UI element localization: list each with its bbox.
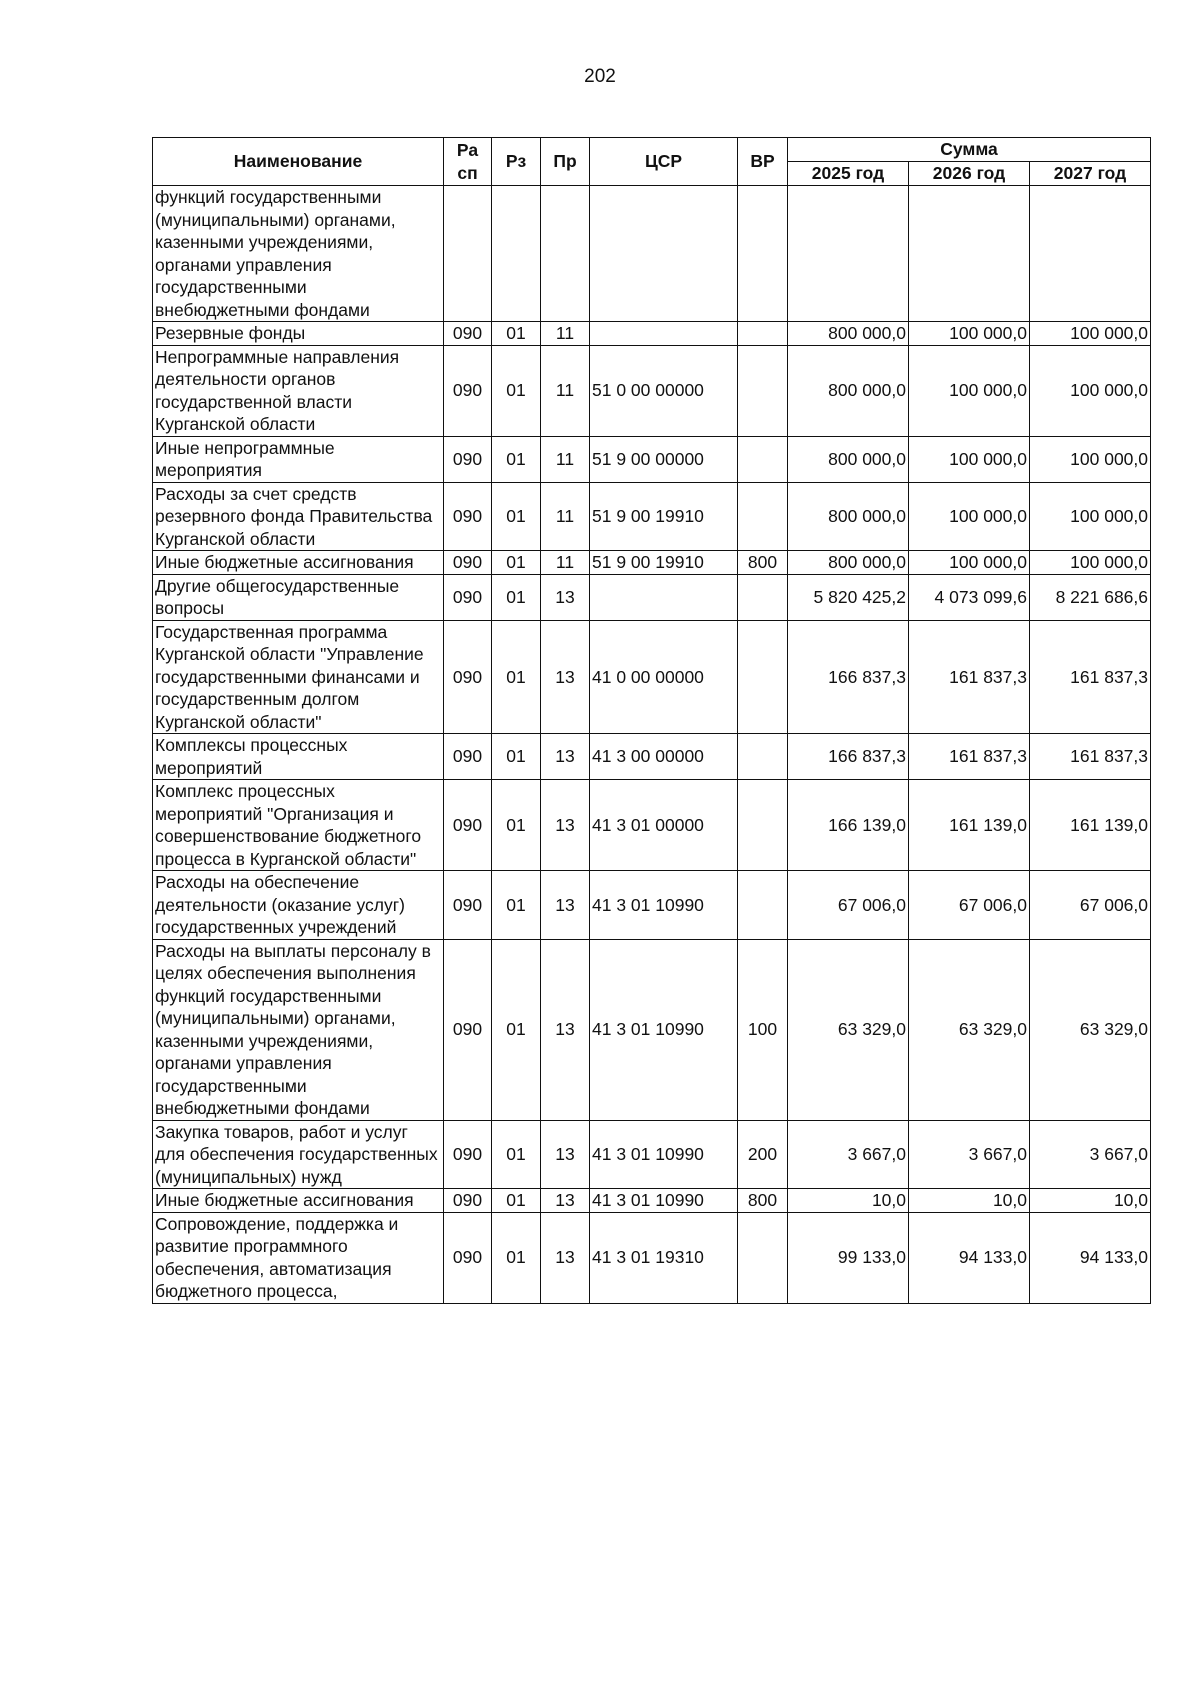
cell-2027: 100 000,0 — [1030, 436, 1151, 482]
cell-2027: 67 006,0 — [1030, 871, 1151, 940]
budget-table — [152, 137, 1151, 1304]
cell-vr — [738, 1212, 788, 1303]
cell-rz: 01 — [492, 1212, 541, 1303]
cell-vr — [738, 780, 788, 871]
cell-vr — [738, 322, 788, 346]
cell-rasp: 090 — [444, 551, 492, 575]
header-2025: 2025 год — [788, 162, 909, 186]
cell-csr: 41 3 01 10990 — [590, 1189, 738, 1213]
cell-pr: 13 — [541, 1120, 590, 1189]
cell-rz: 01 — [492, 1120, 541, 1189]
table-row — [153, 939, 1151, 1120]
cell-rasp: 090 — [444, 734, 492, 780]
cell-2026: 3 667,0 — [909, 1120, 1030, 1189]
cell-2027: 3 667,0 — [1030, 1120, 1151, 1189]
cell-name: Другие общегосударственные вопросы — [153, 574, 444, 620]
cell-csr — [590, 322, 738, 346]
cell-2025: 800 000,0 — [788, 482, 909, 551]
cell-2025: 800 000,0 — [788, 345, 909, 436]
cell-2025: 5 820 425,2 — [788, 574, 909, 620]
cell-2025: 800 000,0 — [788, 551, 909, 575]
table-row — [153, 574, 1151, 620]
cell-pr: 11 — [541, 345, 590, 436]
cell-name: Сопровождение, поддержка и развитие программного обеспечения, автоматизация бюджетного процесса, — [153, 1212, 444, 1303]
cell-rz: 01 — [492, 574, 541, 620]
cell-csr: 41 0 00 00000 — [590, 620, 738, 734]
cell-2025: 166 837,3 — [788, 620, 909, 734]
cell-name: Расходы на выплаты персоналу в целях обеспечения выполнения функций государственными (муниципальными) органами, казенными учреждениями, органами управления государственными внебюджетными фондами — [153, 939, 444, 1120]
cell-rasp: 090 — [444, 620, 492, 734]
cell-2026: 63 329,0 — [909, 939, 1030, 1120]
cell-name: Комплекс процессных мероприятий "Организация и совершенствование бюджетного процесса в Курганской области" — [153, 780, 444, 871]
cell-2027: 161 139,0 — [1030, 780, 1151, 871]
cell-rz: 01 — [492, 1189, 541, 1213]
cell-name: Комплексы процессных мероприятий — [153, 734, 444, 780]
cell-rz: 01 — [492, 871, 541, 940]
cell-vr: 200 — [738, 1120, 788, 1189]
cell-pr: 11 — [541, 551, 590, 575]
cell-2026: 10,0 — [909, 1189, 1030, 1213]
table-row — [153, 734, 1151, 780]
cell-name: функций государственными (муниципальными) органами, казенными учреждениями, органами управления государственными внебюджетными фондами — [153, 186, 444, 322]
header-name: Наименование — [153, 138, 444, 186]
table-row — [153, 1189, 1151, 1213]
table-body — [153, 186, 1151, 1304]
header-pr: Пр — [541, 138, 590, 186]
table-row — [153, 322, 1151, 346]
table-row — [153, 1120, 1151, 1189]
table-row — [153, 436, 1151, 482]
table-row — [153, 482, 1151, 551]
cell-2026: 4 073 099,6 — [909, 574, 1030, 620]
header-rasp: Ра сп — [444, 138, 492, 186]
cell-rasp: 090 — [444, 436, 492, 482]
cell-2027 — [1030, 186, 1151, 322]
page-number: 202 — [584, 66, 616, 87]
cell-csr: 51 9 00 00000 — [590, 436, 738, 482]
cell-2025: 63 329,0 — [788, 939, 909, 1120]
cell-2026: 100 000,0 — [909, 322, 1030, 346]
header-sum: Сумма — [788, 138, 1151, 162]
cell-vr: 800 — [738, 1189, 788, 1213]
cell-pr: 11 — [541, 322, 590, 346]
cell-2027: 94 133,0 — [1030, 1212, 1151, 1303]
cell-2026: 161 837,3 — [909, 620, 1030, 734]
cell-rasp — [444, 186, 492, 322]
cell-pr: 13 — [541, 574, 590, 620]
cell-2025: 99 133,0 — [788, 1212, 909, 1303]
cell-2026 — [909, 186, 1030, 322]
cell-2027: 100 000,0 — [1030, 482, 1151, 551]
cell-pr: 11 — [541, 436, 590, 482]
cell-pr: 13 — [541, 871, 590, 940]
cell-csr: 41 3 01 10990 — [590, 939, 738, 1120]
cell-csr: 41 3 01 00000 — [590, 780, 738, 871]
cell-2025: 800 000,0 — [788, 322, 909, 346]
cell-rz: 01 — [492, 482, 541, 551]
cell-rasp: 090 — [444, 871, 492, 940]
cell-rz: 01 — [492, 322, 541, 346]
cell-2026: 100 000,0 — [909, 482, 1030, 551]
cell-name: Расходы за счет средств резервного фонда Правительства Курганской области — [153, 482, 444, 551]
cell-pr — [541, 186, 590, 322]
cell-2027: 10,0 — [1030, 1189, 1151, 1213]
cell-csr: 51 9 00 19910 — [590, 551, 738, 575]
cell-vr — [738, 734, 788, 780]
table-row — [153, 186, 1151, 322]
table-row — [153, 780, 1151, 871]
cell-rz: 01 — [492, 939, 541, 1120]
cell-2027: 161 837,3 — [1030, 620, 1151, 734]
cell-rasp: 090 — [444, 322, 492, 346]
cell-rasp: 090 — [444, 939, 492, 1120]
cell-csr: 41 3 01 10990 — [590, 871, 738, 940]
cell-rz: 01 — [492, 620, 541, 734]
cell-2025: 800 000,0 — [788, 436, 909, 482]
cell-rz: 01 — [492, 345, 541, 436]
cell-pr: 13 — [541, 1212, 590, 1303]
cell-csr: 51 9 00 19910 — [590, 482, 738, 551]
cell-2026: 161 837,3 — [909, 734, 1030, 780]
cell-csr — [590, 574, 738, 620]
cell-rasp: 090 — [444, 1212, 492, 1303]
cell-2027: 63 329,0 — [1030, 939, 1151, 1120]
cell-2027: 100 000,0 — [1030, 322, 1151, 346]
header-vr: ВР — [738, 138, 788, 186]
cell-pr: 13 — [541, 780, 590, 871]
header-2027: 2027 год — [1030, 162, 1151, 186]
cell-csr: 41 3 01 10990 — [590, 1120, 738, 1189]
cell-2025: 3 667,0 — [788, 1120, 909, 1189]
cell-vr — [738, 436, 788, 482]
cell-name: Закупка товаров, работ и услуг для обеспечения государственных (муниципальных) нужд — [153, 1120, 444, 1189]
cell-2026: 100 000,0 — [909, 345, 1030, 436]
table-row — [153, 1212, 1151, 1303]
cell-2025: 10,0 — [788, 1189, 909, 1213]
cell-2025: 166 139,0 — [788, 780, 909, 871]
cell-2027: 100 000,0 — [1030, 345, 1151, 436]
cell-2026: 100 000,0 — [909, 436, 1030, 482]
cell-name: Непрограммные направления деятельности органов государственной власти Курганской области — [153, 345, 444, 436]
cell-2025: 67 006,0 — [788, 871, 909, 940]
cell-rz: 01 — [492, 551, 541, 575]
cell-2026: 67 006,0 — [909, 871, 1030, 940]
cell-csr — [590, 186, 738, 322]
header-rz: Рз — [492, 138, 541, 186]
cell-rasp: 090 — [444, 574, 492, 620]
cell-vr — [738, 345, 788, 436]
cell-vr — [738, 482, 788, 551]
cell-csr: 41 3 01 19310 — [590, 1212, 738, 1303]
cell-vr — [738, 620, 788, 734]
cell-rz: 01 — [492, 734, 541, 780]
cell-vr: 800 — [738, 551, 788, 575]
cell-csr: 41 3 00 00000 — [590, 734, 738, 780]
cell-vr — [738, 186, 788, 322]
table-row — [153, 871, 1151, 940]
cell-pr: 13 — [541, 1189, 590, 1213]
cell-name: Резервные фонды — [153, 322, 444, 346]
cell-name: Иные бюджетные ассигнования — [153, 1189, 444, 1213]
cell-vr — [738, 871, 788, 940]
cell-name: Иные бюджетные ассигнования — [153, 551, 444, 575]
cell-rasp: 090 — [444, 1189, 492, 1213]
header-csr: ЦСР — [590, 138, 738, 186]
cell-2027: 8 221 686,6 — [1030, 574, 1151, 620]
cell-2026: 94 133,0 — [909, 1212, 1030, 1303]
cell-name: Иные непрограммные мероприятия — [153, 436, 444, 482]
cell-name: Государственная программа Курганской области "Управление государственными финансами и государственным долгом Курганской области" — [153, 620, 444, 734]
cell-rasp: 090 — [444, 780, 492, 871]
cell-2026: 100 000,0 — [909, 551, 1030, 575]
cell-rasp: 090 — [444, 482, 492, 551]
table-row — [153, 345, 1151, 436]
cell-pr: 11 — [541, 482, 590, 551]
cell-name: Расходы на обеспечение деятельности (оказание услуг) государственных учреждений — [153, 871, 444, 940]
cell-pr: 13 — [541, 939, 590, 1120]
cell-2026: 161 139,0 — [909, 780, 1030, 871]
cell-2025 — [788, 186, 909, 322]
cell-vr — [738, 574, 788, 620]
cell-csr: 51 0 00 00000 — [590, 345, 738, 436]
header-2026: 2026 год — [909, 162, 1030, 186]
cell-2025: 166 837,3 — [788, 734, 909, 780]
cell-rz: 01 — [492, 436, 541, 482]
cell-pr: 13 — [541, 734, 590, 780]
cell-rasp: 090 — [444, 1120, 492, 1189]
cell-rz: 01 — [492, 780, 541, 871]
table-row — [153, 551, 1151, 575]
cell-rz — [492, 186, 541, 322]
cell-vr: 100 — [738, 939, 788, 1120]
table-row — [153, 620, 1151, 734]
cell-pr: 13 — [541, 620, 590, 734]
header-row-1 — [153, 138, 1151, 162]
cell-2027: 100 000,0 — [1030, 551, 1151, 575]
cell-2027: 161 837,3 — [1030, 734, 1151, 780]
cell-rasp: 090 — [444, 345, 492, 436]
